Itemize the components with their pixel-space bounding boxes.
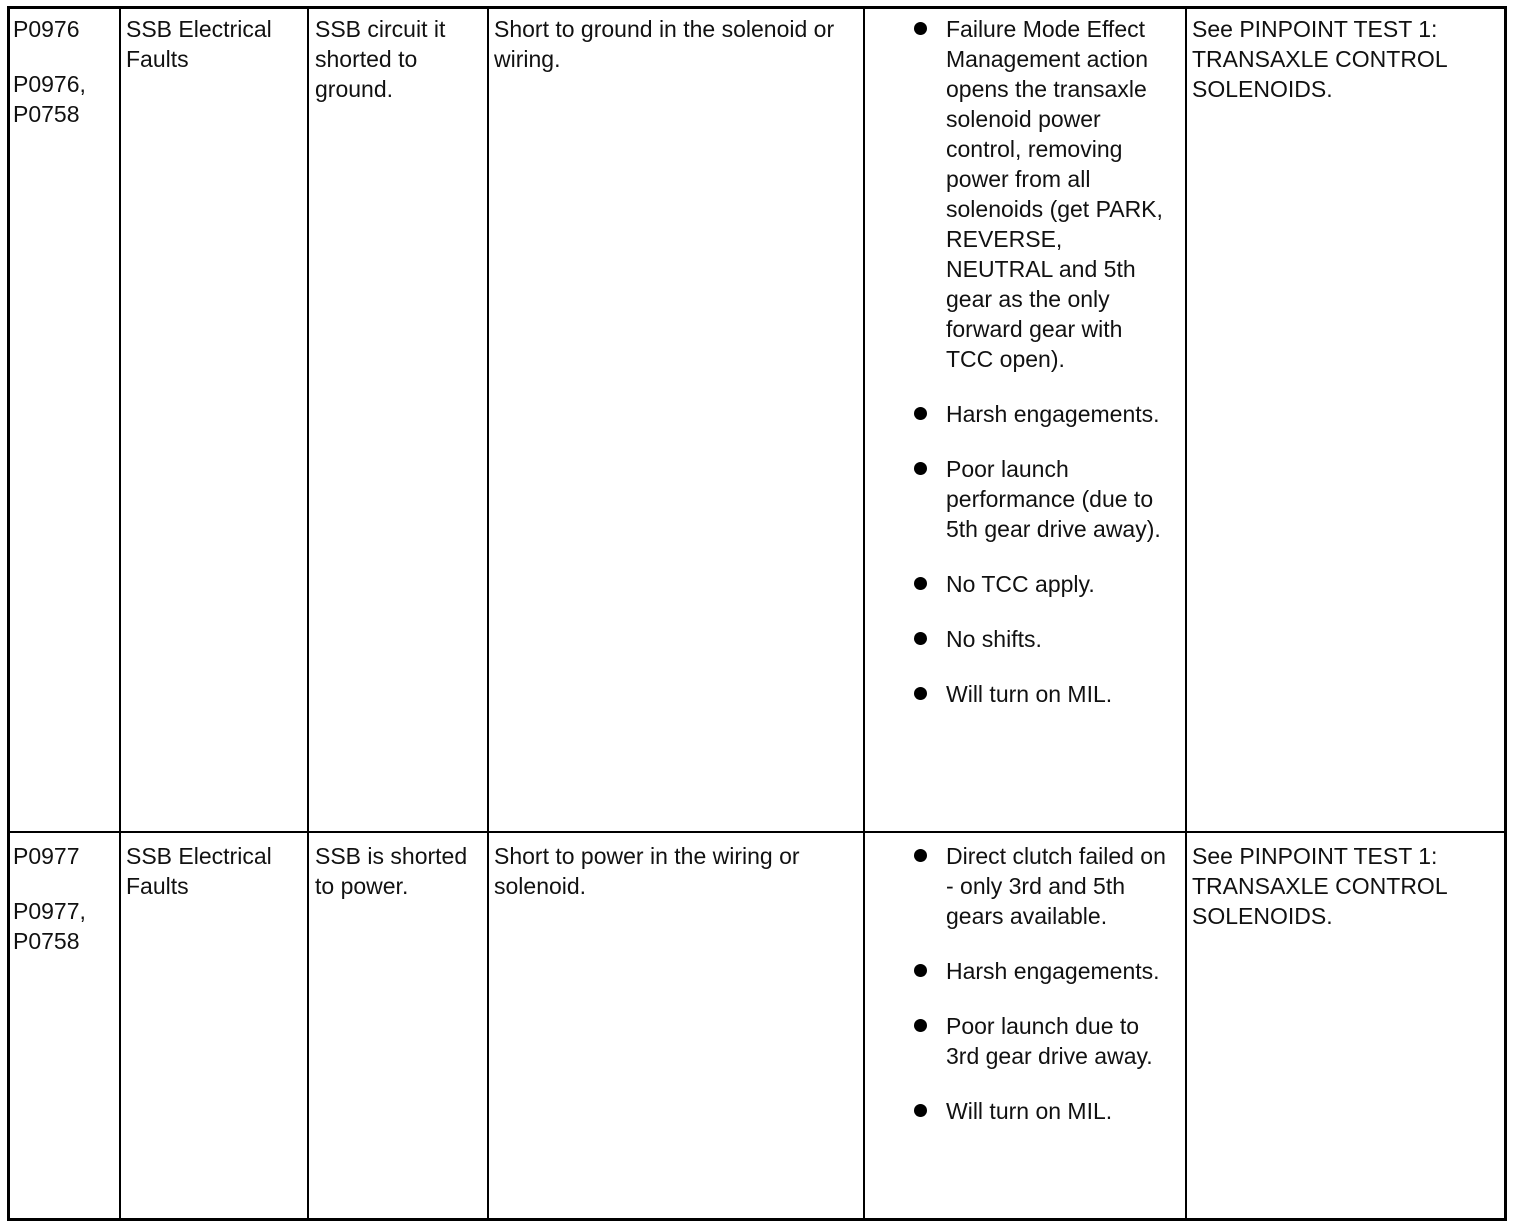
dtc-code: P0977	[13, 843, 80, 869]
row-divider	[7, 831, 1507, 833]
symptom-text: Direct clutch failed on - only 3rd and 5th gears available.	[946, 843, 1166, 929]
bullet-icon	[914, 687, 927, 700]
list-item	[913, 454, 1173, 544]
symptom-text: No shifts.	[946, 626, 1042, 652]
column-divider	[487, 6, 489, 1221]
bullet-icon	[914, 462, 927, 475]
possible-cause: Short to power in the wiring or solenoid.	[494, 843, 800, 899]
bullet-icon	[914, 577, 927, 590]
bullet-icon	[914, 407, 927, 420]
symptom-list	[913, 14, 1173, 734]
action-reference: See PINPOINT TEST 1: TRANSAXLE CONTROL SOLENOIDS.	[1192, 16, 1447, 102]
fault-condition: SSB is shorted to power.	[315, 843, 468, 899]
fault-category: SSB Electrical Faults	[126, 843, 272, 899]
symptom-text: Poor launch due to 3rd gear drive away.	[946, 1013, 1153, 1069]
list-item	[913, 569, 1173, 599]
list-item	[913, 956, 1173, 986]
list-item	[913, 1096, 1173, 1126]
bullet-icon	[914, 22, 927, 35]
bullet-icon	[914, 964, 927, 977]
possible-cause: Short to ground in the solenoid or wiring.	[494, 16, 835, 72]
symptom-text: Harsh engagements.	[946, 401, 1160, 427]
list-item	[913, 399, 1173, 429]
fault-condition: SSB circuit it shorted to ground.	[315, 16, 446, 102]
symptom-text: Poor launch performance (due to 5th gear drive away).	[946, 456, 1161, 542]
list-item	[913, 624, 1173, 654]
column-divider	[1185, 6, 1187, 1221]
dtc-code: P0976	[13, 16, 80, 42]
symptom-list	[913, 841, 1173, 1151]
symptom-text: Failure Mode Effect Management action opens the transaxle solenoid power control, removing power from all solenoids (get PARK, REVERSE, NEUTRAL and 5th gear as the only forward gear with TCC open).	[946, 16, 1163, 372]
fault-category: SSB Electrical Faults	[126, 16, 272, 72]
symptom-text: Will turn on MIL.	[946, 681, 1113, 707]
bullet-icon	[914, 632, 927, 645]
list-item	[913, 14, 1173, 374]
bullet-icon	[914, 849, 927, 862]
symptom-text: No TCC apply.	[946, 571, 1095, 597]
dtc-codes-cell	[13, 841, 113, 981]
dtc-code: P0976, P0758	[13, 71, 86, 127]
table-frame	[7, 6, 1507, 1221]
list-item	[913, 1011, 1173, 1071]
list-item	[913, 679, 1173, 709]
column-divider	[863, 6, 865, 1221]
bullet-icon	[914, 1104, 927, 1117]
action-reference: See PINPOINT TEST 1: TRANSAXLE CONTROL SOLENOIDS.	[1192, 843, 1447, 929]
dtc-codes-cell	[13, 14, 113, 154]
column-divider	[119, 6, 121, 1221]
symptom-text: Harsh engagements.	[946, 958, 1160, 984]
column-divider	[307, 6, 309, 1221]
list-item	[913, 841, 1173, 931]
symptom-text: Will turn on MIL.	[946, 1098, 1113, 1124]
dtc-code: P0977, P0758	[13, 898, 86, 954]
bullet-icon	[914, 1019, 927, 1032]
